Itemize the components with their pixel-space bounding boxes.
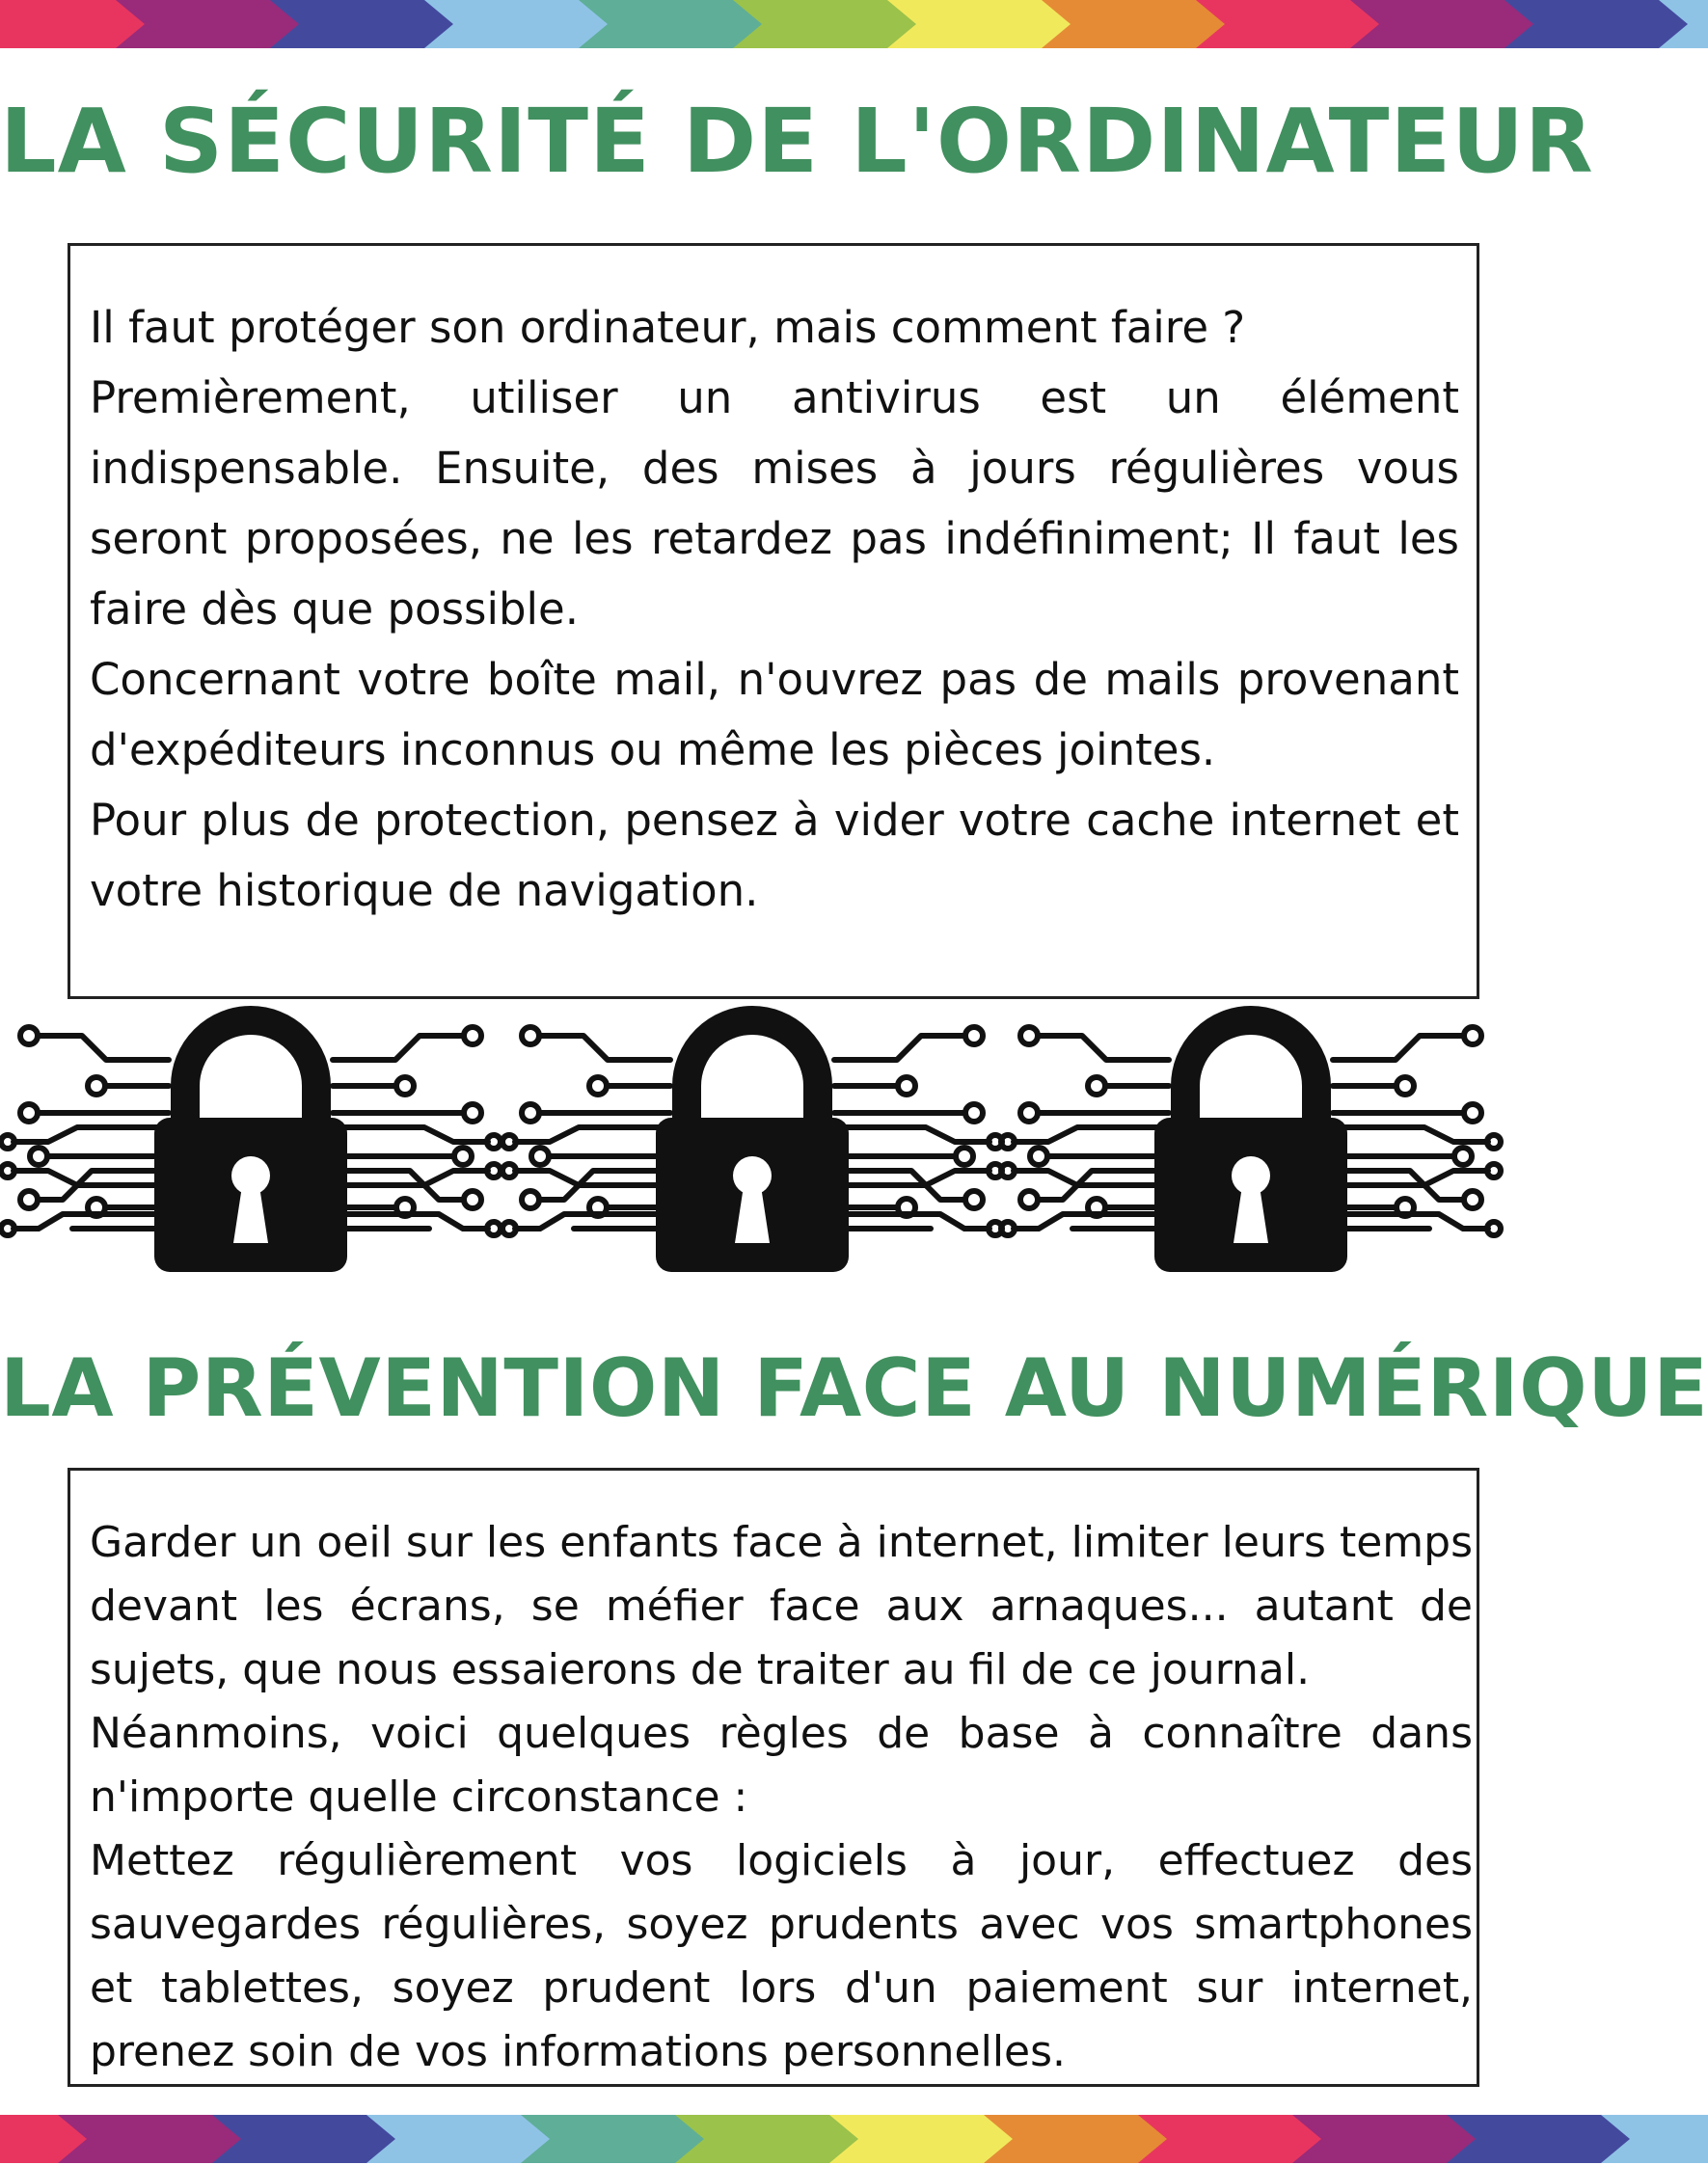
padlock-icon-1 [1, 1020, 501, 1272]
section-1-paragraph-4: Pour plus de protection, pensez à vider votre cache internet et votre historique de navigation. [90, 795, 1459, 916]
section-1-title: LA SÉCURITÉ DE L'ORDINATEUR [0, 90, 1594, 193]
section-1-paragraph-2: Premièrement, utiliser un antivirus est un élément indispensable. Ensuite, des mises à jours régulières vous seront proposées, ne les retardez pas indéfiniment; Il faut les faire dès que possible. [90, 372, 1459, 635]
top-color-stripe [0, 0, 1531, 48]
section-1-text-box [68, 243, 1479, 999]
section-2-paragraph-1: Garder un oeil sur les enfants face à internet, limiter leurs temps devant les écrans, se méfier face aux arnaques... autant de sujets, que nous essaierons de traiter au fil de ce journal. [90, 1518, 1473, 1694]
padlock-circuit-illustration [0, 1003, 1531, 1292]
section-2-paragraph-3: Mettez régulièrement vos logiciels à jour, effectuez des sauvegardes régulières, soyez prudents avec vos smartphones et tablettes, soyez prudent lors d'un paiement sur internet, prenez soin de vos informations personnelles. [90, 1836, 1473, 2076]
stripe-chevron [0, 0, 145, 48]
section-2-text-box [68, 1468, 1479, 2087]
bottom-color-stripe [0, 2115, 1531, 2163]
section-2-paragraph-2: Néanmoins, voici quelques règles de base à connaître dans n'importe quelle circonstance : [90, 1709, 1473, 1822]
section-2-title: LA PRÉVENTION FACE AU NUMÉRIQUE [0, 1341, 1708, 1435]
section-1-paragraph-3: Concernant votre boîte mail, n'ouvrez pas de mails provenant d'expéditeurs inconnus ou même les pièces jointes. [90, 654, 1459, 775]
padlock-icon-2 [502, 1020, 1002, 1272]
section-1-paragraph-1: Il faut protéger son ordinateur, mais comment faire ? [90, 302, 1246, 353]
padlock-icon-3 [1001, 1020, 1501, 1272]
